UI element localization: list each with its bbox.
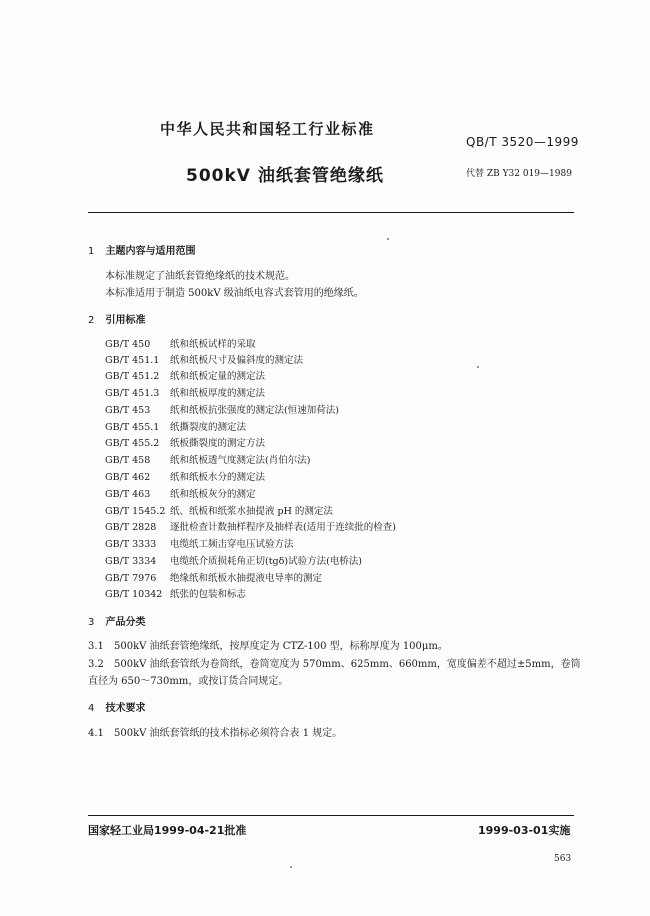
section-number: 3 (88, 617, 95, 628)
section-title: 技术要求 (105, 703, 146, 714)
reference-code: GB/T 458 (105, 455, 151, 466)
reference-code: GB/T 10342 (105, 589, 163, 600)
section-title: 引用标准 (105, 315, 146, 326)
reference-item (105, 469, 265, 483)
clause-3-1 (88, 637, 448, 652)
issuing-organization: 中华人民共和国轻工行业标准 (160, 120, 375, 138)
reference-code: GB/T 2828 (105, 522, 157, 533)
reference-title: 纸和纸板透气度测定法(肖伯尔法) (170, 455, 311, 466)
reference-item (105, 402, 339, 416)
clause-4-1 (88, 724, 342, 739)
section-number: 1 (88, 246, 95, 257)
reference-title: 绝缘纸和纸板水抽提液电导率的测定 (170, 573, 323, 584)
page-number: 563 (554, 854, 572, 864)
reference-code: GB/T 462 (105, 472, 151, 483)
reference-title: 纸和纸板定量的测定法 (170, 371, 266, 382)
clause-text: 500kV 油纸套管绝缘纸，按厚度定为 CTZ-100 型，标称厚度为 100μm。 (114, 641, 448, 652)
reference-item (105, 570, 322, 584)
reference-code: GB/T 451.1 (105, 355, 160, 366)
clause-3-2 (88, 655, 581, 670)
reference-item (105, 419, 246, 433)
reference-code: GB/T 451.2 (105, 371, 160, 382)
section-2-heading (88, 311, 145, 326)
section-number: 4 (88, 703, 95, 714)
reference-title: 电缆纸工频击穿电压试验方法 (170, 539, 294, 550)
clause-number: 3.2 (88, 659, 104, 670)
reference-item (105, 519, 396, 533)
reference-code: GB/T 451.3 (105, 388, 160, 399)
replaces-note: 代替 ZB Y32 019—1989 (466, 169, 572, 179)
reference-code: GB/T 463 (105, 489, 151, 500)
reference-code: GB/T 7976 (105, 573, 157, 584)
section-1-para-2: 本标准适用于制造 500kV 级油纸电容式套管用的绝缘纸。 (105, 288, 364, 299)
reference-item (105, 336, 256, 350)
section-title: 主题内容与适用范围 (105, 246, 196, 257)
clause-text: 500kV 油纸套管纸为卷筒纸，卷筒宽度为 570mm、625mm、660mm，宽度偏差不超过±5mm，卷筒 (114, 659, 581, 670)
footer-divider (88, 815, 574, 816)
reference-item (105, 368, 265, 382)
section-1-para-1: 本标准规定了油纸套管绝缘纸的技术规范。 (105, 271, 295, 282)
scan-speck (290, 866, 292, 868)
reference-title: 纸和纸板厚度的测定法 (170, 388, 266, 399)
clause-number: 3.1 (88, 641, 104, 652)
reference-code: GB/T 1545.2 (105, 506, 166, 517)
section-1-heading (88, 242, 195, 257)
reference-title: 纸、纸板和纸浆水抽提液 pH 的测定法 (170, 506, 333, 517)
reference-title: 纸和纸板灰分的测定 (170, 489, 256, 500)
approval-line: 国家轻工业局1999-04-21批准 (88, 824, 247, 837)
reference-title: 纸和纸板水分的测定法 (170, 472, 266, 483)
reference-title: 纸和纸板尺寸及偏斜度的测定法 (170, 355, 304, 366)
reference-item (105, 435, 265, 449)
reference-title: 纸和纸板试样的采取 (170, 339, 256, 350)
reference-code: GB/T 455.1 (105, 422, 160, 433)
reference-code: GB/T 3334 (105, 556, 157, 567)
clause-number: 4.1 (88, 728, 104, 739)
header-divider (88, 212, 574, 213)
reference-item (105, 553, 362, 567)
reference-item (105, 536, 294, 550)
reference-title: 纸板撕裂度的测定方法 (170, 438, 266, 449)
clause-text: 500kV 油纸套管纸的技术指标必须符合表 1 规定。 (114, 728, 343, 739)
reference-item (105, 385, 265, 399)
reference-title: 纸撕裂度的测定法 (170, 422, 247, 433)
reference-item (105, 586, 246, 600)
reference-code: GB/T 450 (105, 339, 151, 350)
section-4-heading (88, 699, 145, 714)
reference-code: GB/T 453 (105, 405, 151, 416)
reference-title: 电缆纸介质损耗角正切(tgδ)试验方法(电桥法) (170, 556, 362, 567)
reference-item (105, 486, 256, 500)
reference-code: GB/T 455.2 (105, 438, 160, 449)
reference-item (105, 352, 303, 366)
reference-title: 纸张的包装和标志 (170, 589, 247, 600)
section-3-heading (88, 613, 145, 628)
section-title: 产品分类 (105, 617, 146, 628)
implementation-line: 1999-03-01实施 (478, 824, 571, 837)
reference-code: GB/T 3333 (105, 539, 157, 550)
scan-speck (477, 366, 479, 368)
standard-code: QB/T 3520—1999 (466, 135, 579, 149)
reference-item (105, 452, 310, 466)
reference-item (105, 503, 333, 517)
reference-title: 纸和纸板抗张强度的测定法(恒速加荷法) (170, 405, 339, 416)
reference-title: 逐批检查计数抽样程序及抽样表(适用于连续批的检查) (170, 522, 396, 533)
clause-3-2-continuation: 直径为 650～730mm，或按订货合同规定。 (88, 676, 289, 687)
scan-speck (387, 238, 389, 240)
document-title: 500kV 油纸套管绝缘纸 (186, 166, 384, 186)
section-number: 2 (88, 315, 95, 326)
